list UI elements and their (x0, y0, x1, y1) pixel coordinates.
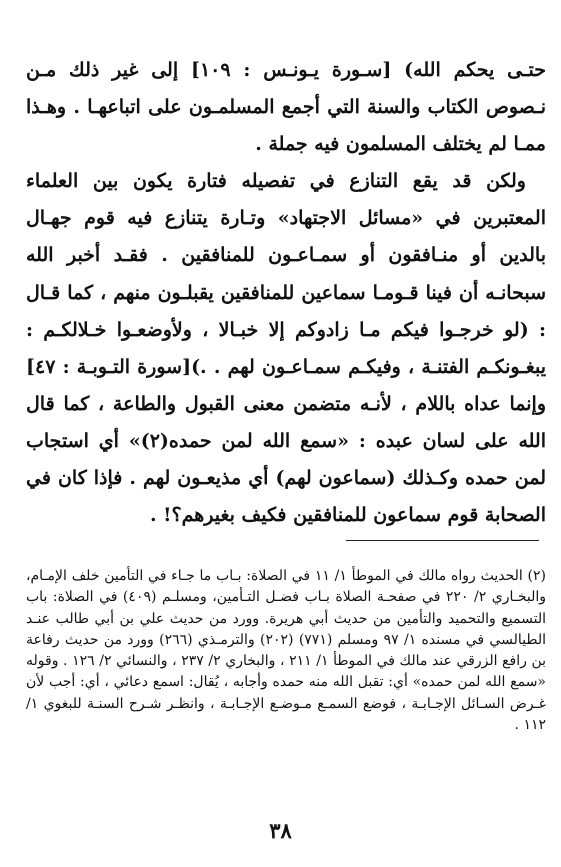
footnote-separator (346, 540, 539, 541)
page-number: ٣٨ (269, 818, 292, 843)
footnote-text: (٢) الحديث رواه مالك في الموطأ ١/ ١١ في الصلاة: بـاب ما جـاء في التأمين خلف الإمـام، والبخـاري ٢/ ٢٢٠ في صفحـة الصلاة بـاب فضـل التـأمين، ومسلـم (٤٠٩) في الصلاة: باب التسميع والتحميد والتأمين من حديث أبي هريرة. وورد من حديث علي بن أبي طالب عنـد الطيالسي في مسنده ١/ ٩٧ ومسلم (٧٧١) (٢٠٢) والترمـذي (٢٦٦) وورد من حديث رفاعة بن رافع الزرقي عند مالك في الموطأ ١/ ٢١١ ، والبخاري ٢/ ٢٣٧ ، والنسائي ٢/ ١٢٦ . وقوله «سمع الله لمن حمده» أي: تقبل الله منه حمده وأجابه ، يُقال: اسمع دعائي ، أي: أجب لأن غـرض السـائل الإجـابـة ، فوضع السمـع مـوضـع الإجـابـة ، وانظـر شـرح السنـة للبغوي ١/ ١١٢ . (26, 568, 547, 734)
paragraph-2: ولكن قد يقع التنازع في تفصيله فتارة يكون بين العلماء المعتبرين في «مسائل الاجتهاد» وتـارة يتنازع فيه قوم جهـال بالدين أو منـافقون أو سمـاعـون للمنافقين . فقـد أخبر الله سبحانـه أن فينا قـومـا سماعين للمنافقين يقبلـون منهم ، كما قـال : (لو خرجـوا فيكم مـا زادوكم إلا خبـالا ، ولأوضعـوا خـلالكـم : يبغـونكـم الفتنـة ، وفيكـم سمـاعـون لهم . .)[سورة التـوبـة : ٤٧] وإنما عداه باللام ، لأنـه متضمن معنى القبول والطاعة ، كما قال الله على لسان عبده : «سمع الله لمن حمده(٢)» أي استجاب لمن حمده وكـذلك (سماعون لهم) أي مذيعـون لهم . فإذا كان في الصحابة قوم سماعون للمنافقين فكيف بغيرهم؟! . (26, 170, 546, 527)
footnote (26, 566, 546, 736)
main-text (26, 52, 546, 534)
paragraph-1: حتـى يحكم الله) [سـورة يـونـس : ١٠٩] إلى غير ذلك مـن نـصوص الكتاب والسنة التي أجمع المسلمـون على اتباعهـا . وهـذا ممـا لم يختلف المسلمون فيه جملة . (26, 59, 546, 156)
